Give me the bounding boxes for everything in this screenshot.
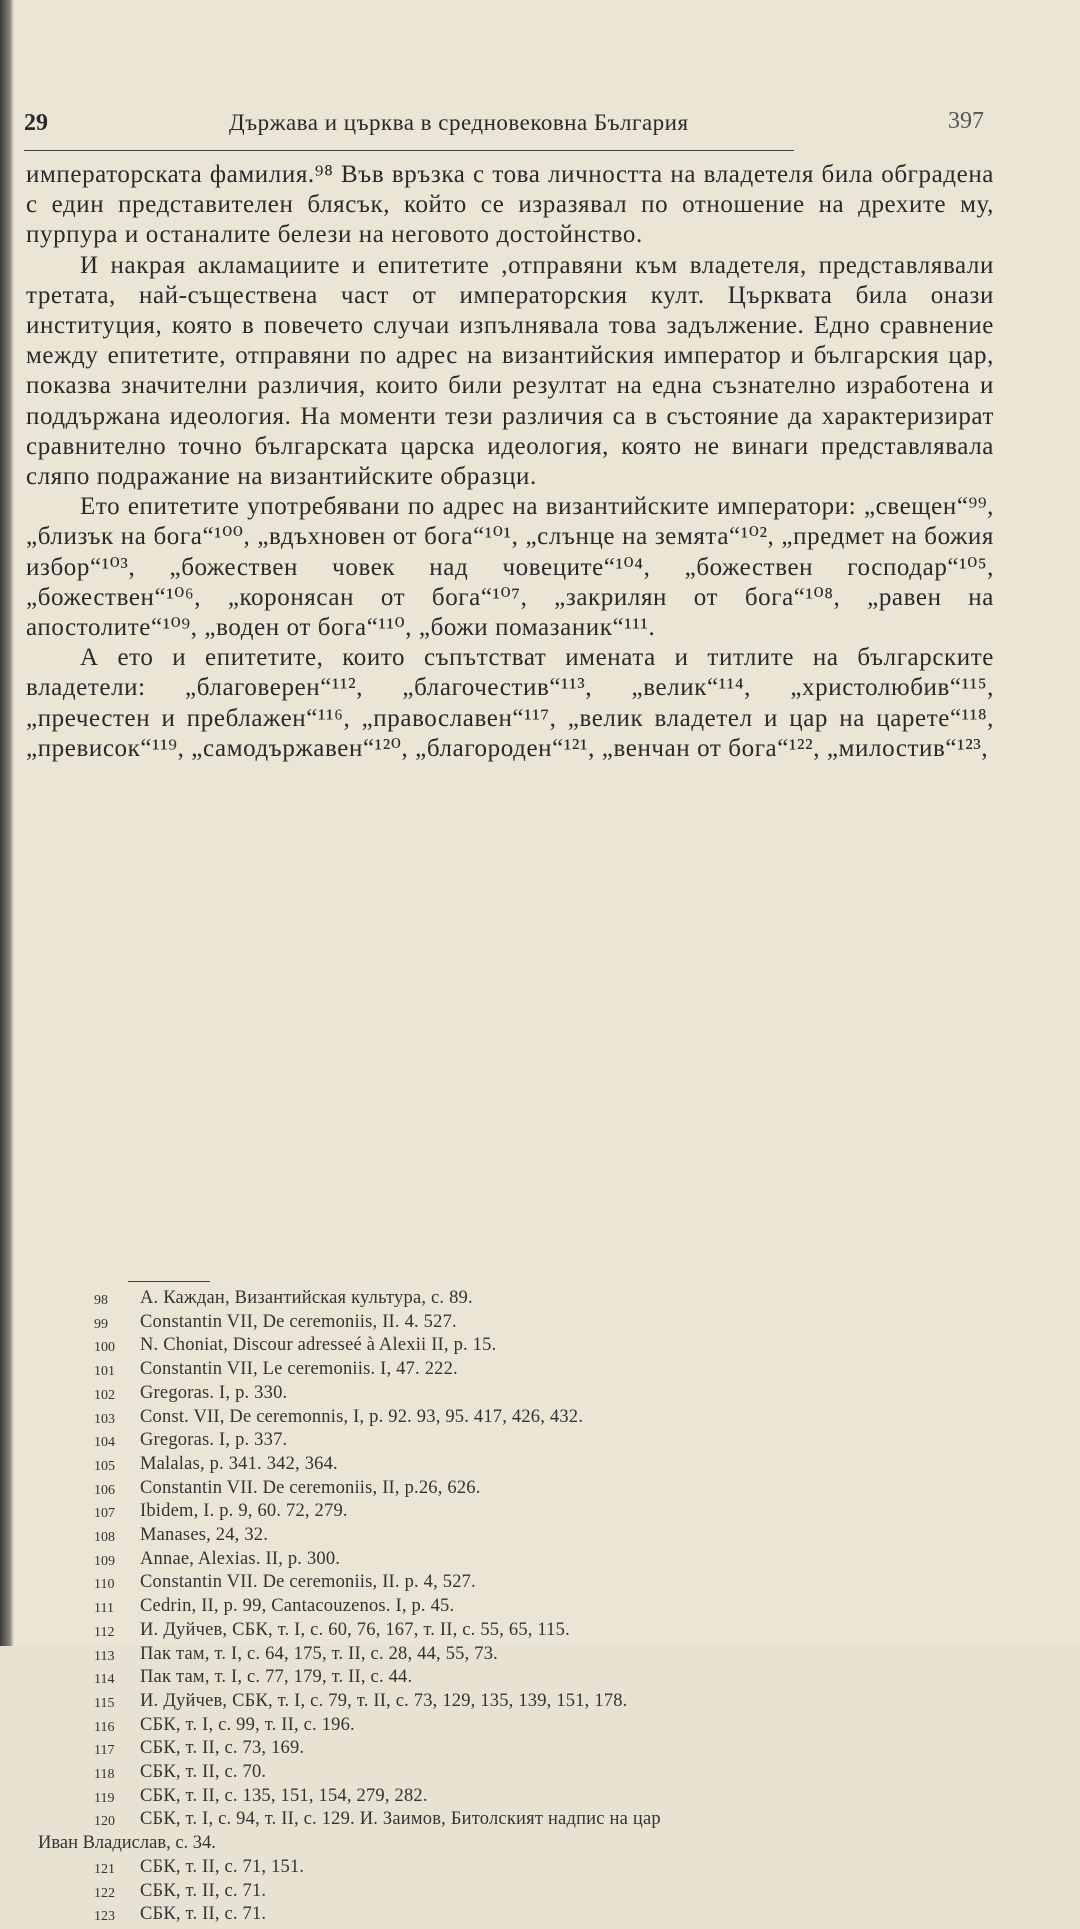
footnote-number: 121 — [94, 1861, 115, 1877]
footnote — [30, 1477, 1010, 1501]
footnote-text: СБК, т. II, с. 73, 169. — [140, 1738, 305, 1759]
footnote-number: 116 — [94, 1719, 115, 1735]
footnote-rule — [128, 1281, 210, 1282]
footnote — [30, 1903, 1010, 1927]
footnote — [30, 1453, 1010, 1477]
footnote-number: 109 — [94, 1553, 115, 1569]
footnote — [30, 1358, 1010, 1382]
footnote — [30, 1643, 1010, 1667]
footnote — [30, 1524, 1010, 1548]
footnote-text: Ibidem, I. p. 9, 60. 72, 279. — [140, 1501, 348, 1522]
footnote-number: 118 — [94, 1767, 115, 1783]
footnote-text: Пак там, т. I, с. 77, 179, т. II, с. 44. — [140, 1667, 413, 1688]
footnote-text: Manases, 24, 32. — [140, 1525, 269, 1546]
footnote — [30, 1856, 1010, 1880]
footnote-number: 98 — [94, 1293, 108, 1308]
footnote — [30, 1571, 1010, 1595]
footnote-text: СБК, т. II, с. 135, 151, 154, 279, 282. — [140, 1785, 428, 1806]
footnote-text: Constantin VII. De ceremoniis, II, p.26, 626. — [140, 1477, 481, 1498]
footnote-text: Const. VII, De ceremonnis, I, p. 92. 93, 95. 417, 426, 432. — [140, 1406, 584, 1427]
footnote-number: 99 — [94, 1316, 108, 1332]
footnote-number: 106 — [94, 1482, 115, 1498]
footnote — [30, 1311, 1010, 1335]
footnote-text: Constantin VII. De ceremoniis, II. p. 4, 527. — [140, 1572, 476, 1593]
footnote-text: N. Choniat, Discour adresseé à Alexii II, p. 15. — [140, 1335, 497, 1356]
page-number-left: 29 — [24, 110, 48, 136]
footnote-text: Gregoras. I, p. 330. — [140, 1382, 288, 1403]
footnote-text: СБК, т. II, с. 70. — [140, 1762, 267, 1783]
footnote-text: Cedrin, II, p. 99, Cantacouzenos. I, p. 45. — [140, 1596, 455, 1617]
footnote — [30, 1737, 1010, 1761]
footnote — [30, 1666, 1010, 1690]
footnote-text: СБК, т. I, с. 94, т. II, с. 129. И. Заимов, Битолският надпис на цар — [140, 1809, 661, 1830]
footnote-number: 123 — [94, 1909, 115, 1925]
footnote-number: 115 — [94, 1695, 115, 1711]
footnote — [30, 1334, 1010, 1358]
main-text — [26, 160, 994, 764]
footnote-text: СБК, т. II, с. 71. — [140, 1904, 267, 1925]
footnote — [30, 1690, 1010, 1714]
footnote-number: 107 — [94, 1506, 115, 1522]
footnote — [30, 1714, 1010, 1738]
footnote-number: 119 — [94, 1790, 115, 1806]
footnote — [30, 1880, 1010, 1904]
footnote — [30, 1548, 1010, 1572]
footnote-number: 104 — [94, 1435, 115, 1451]
footnote-continuation — [30, 1832, 1010, 1856]
footnote — [30, 1619, 1010, 1643]
footnotes — [30, 1287, 1010, 1927]
running-title: Държава и църква в средновековна България — [229, 110, 689, 135]
paragraph: императорската фамилия.⁹⁸ Във връзка с това личността на владетеля била обградена с един представителен блясък, който се изразявал по отношение на дрехите му, пурпура и останалите белези на неговото достойнство. — [26, 161, 994, 249]
footnote-number: 102 — [94, 1387, 115, 1403]
paragraph: Ето епитетите употребявани по адрес на византийските императори: „свещен“⁹⁹, „близък на бога“¹⁰⁰, „вдъхновен от бога“¹⁰¹, „слънце на земята“¹⁰², „предмет на божия избор“¹⁰³, „божествен човек над човеците“¹⁰⁴, „божествен господар“¹⁰⁵, „божествен“¹⁰⁶, „коронясан от бога“¹⁰⁷, „закрилян от бога“¹⁰⁸, „равен на апостолите“¹⁰⁹, „воден от бога“¹¹⁰, „божи помазаник“¹¹¹. — [26, 493, 994, 642]
footnote-text: Иван Владислав, с. 34. — [38, 1833, 216, 1854]
book-spine-shadow — [0, 0, 14, 1646]
paragraph: А ето и епитетите, които съпътстват имената и титлите на българските владетели: „благоверен“¹¹², „благочестив“¹¹³, „велик“¹¹⁴, „христолюбив“¹¹⁵, „пречестен и преблажен“¹¹⁶, „православен“¹¹⁷, „велик владетел и цар на царете“¹¹⁸, „превисок“¹¹⁹, „самодържавен“¹²⁰, „благороден“¹²¹, „венчан от бога“¹²², „милостив“¹²³, — [26, 644, 994, 762]
footnote-text: И. Дуйчев, СБК, т. I, с. 60, 76, 167, т. II, с. 55, 65, 115. — [140, 1619, 570, 1640]
footnote — [30, 1595, 1010, 1619]
footnote — [30, 1761, 1010, 1785]
footnote-number: 101 — [94, 1364, 115, 1380]
footnote-text: СБК, т. II, с. 71. — [140, 1880, 267, 1901]
footnote-text: Gregoras. I, p. 337. — [140, 1430, 288, 1451]
footnote-number: 112 — [94, 1624, 115, 1640]
footnote — [30, 1382, 1010, 1406]
footnote — [30, 1808, 1010, 1832]
footnote-text: А. Каждан, Византийская культура, с. 89. — [140, 1288, 473, 1308]
running-header — [24, 108, 984, 148]
footnote — [30, 1287, 1010, 1311]
footnote-number: 111 — [94, 1601, 114, 1617]
footnote-text: Malalas, p. 341. 342, 364. — [140, 1453, 338, 1474]
page-number-right: 397 — [948, 108, 984, 134]
footnote-number: 110 — [94, 1577, 115, 1593]
footnote-number: 103 — [94, 1411, 115, 1427]
footnote — [30, 1785, 1010, 1809]
footnote — [30, 1429, 1010, 1453]
footnote-text: СБК, т. I, с. 99, т. II, с. 196. — [140, 1714, 355, 1735]
footnote-number: 105 — [94, 1458, 115, 1474]
footnote-number: 100 — [94, 1340, 115, 1356]
footnote — [30, 1406, 1010, 1430]
footnote-text: Constantin VII, Le ceremoniis. I, 47. 222. — [140, 1359, 458, 1380]
footnote-number: 113 — [94, 1648, 115, 1664]
footnote-text: Пак там, т. I, с. 64, 175, т. II, с. 28, 44, 55, 73. — [140, 1643, 498, 1664]
footnote-number: 122 — [94, 1885, 115, 1901]
footnote-number: 117 — [94, 1743, 115, 1759]
footnote-text: Constantin VII, De ceremoniis, II. 4. 527. — [140, 1311, 457, 1332]
footnote-text: Annae, Alexias. II, p. 300. — [140, 1548, 341, 1569]
footnote-number: 114 — [94, 1672, 115, 1688]
footnote — [30, 1500, 1010, 1524]
paragraph: И накрая акламациите и епитетите ,отправяни към владетеля, представлявали третата, най-съществена част от императорския култ. Църквата била онази институция, която в повечето случаи изпълнявала това задължение. Едно сравнение между епитетите, отправяни по адрес на византийския император и българския цар, показва значителни различия, които били резултат на една съзнателно изработена и поддържана идеология. На моменти тези различия са в състояние да характеризират сравнително точно българската царска идеология, която не винаги представлявала сляпо подражание на византийските образци. — [26, 251, 994, 491]
footnote-text: И. Дуйчев, СБК, т. I, с. 79, т. II, с. 73, 129, 135, 139, 151, 178. — [140, 1690, 628, 1711]
header-rule — [24, 150, 794, 151]
footnote-text: СБК, т. II, с. 71, 151. — [140, 1856, 305, 1877]
footnote-number: 108 — [94, 1530, 115, 1546]
footnote-number: 120 — [94, 1814, 115, 1830]
